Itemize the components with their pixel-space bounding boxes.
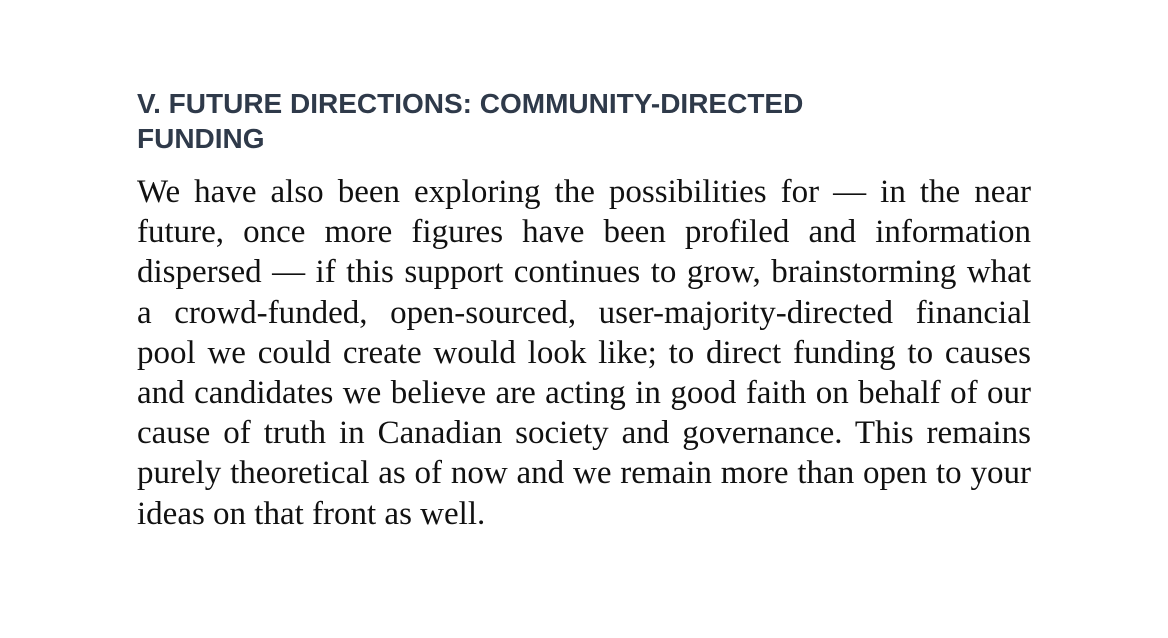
section-content — [137, 86, 1031, 534]
section-paragraph: We have also been exploring the possibilities for — in the near future, once more figures have been profiled and information dispersed — if this support continues to grow, brainstorming what a crowd-funded, open-sourced, user-majority-directed financial pool we could create would look like; to direct funding to causes and candidates we believe are acting in good faith on behalf of our cause of truth in Canadian society and governance. This remains purely theoretical as of now and we remain more than open to your ideas on that front as well. — [137, 174, 1031, 532]
section-heading: V. FUTURE DIRECTIONS: COMMUNITY-DIRECTED FUNDING — [137, 88, 804, 154]
